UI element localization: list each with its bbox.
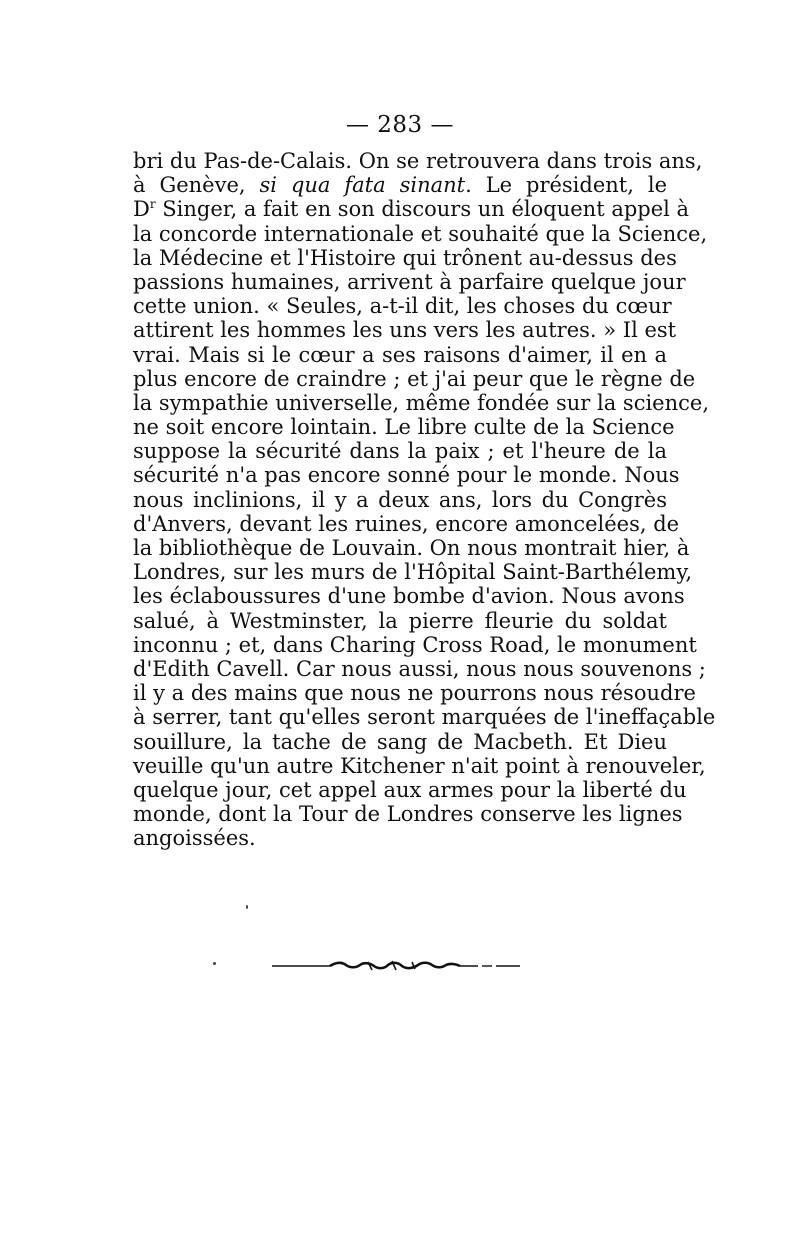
body-text: [133, 149, 716, 851]
text-line: Londres, sur les murs de l'Hôpital Saint-Barthélemy,: [133, 560, 693, 585]
text-line: $D^r$ Singer, a fait en son discours un éloquent appel à: [133, 197, 690, 222]
text-line: à Genève, si qua fata sinant. Le président, le: [133, 173, 667, 198]
text-line: salué, à Westminster, la pierre fleurie du soldat: [133, 608, 667, 633]
text-line: sécurité n'a pas encore sonné pour le monde. Nous: [133, 463, 680, 488]
text-line: plus encore de craindre ; et j'ai peur que le règne de: [133, 366, 696, 391]
text-line: quelque jour, cet appel aux armes pour la liberté du: [133, 777, 687, 802]
text-line: d'Anvers, devant les ruines, encore amoncelées, de: [133, 511, 680, 536]
text-line: monde, dont la Tour de Londres conserve les lignes: [133, 802, 683, 827]
text-line: la sympathie universelle, même fondée sur la science,: [133, 390, 709, 415]
text-line: ne soit encore lointain. Le libre culte de la Science: [133, 415, 675, 440]
text-line: la Médecine et l'Histoire qui trônent au-dessus des: [133, 245, 677, 270]
text-line: la concorde internationale et souhaité que la Science,: [133, 221, 708, 246]
text-line: à serrer, tant qu'elles seront marquées de l'ineffaçable: [133, 705, 716, 730]
text-line-last: angoissées.: [133, 826, 256, 851]
text-line: la bibliothèque de Louvain. On nous montrait hier, à: [133, 536, 690, 560]
text-line: attirent les hommes les uns vers les autres. » Il est: [133, 318, 677, 343]
text-line: il y a des mains que nous ne pourrons nous résoudre: [133, 681, 696, 706]
text-line: bri du Pas-de-Calais. On se retrouvera dans trois ans,: [133, 149, 703, 173]
text-line: cette union. « Seules, a-t-il dit, les choses du cœur: [133, 294, 672, 319]
superscript: r: [149, 197, 156, 212]
tailpiece-ornament: [272, 956, 520, 976]
ink-speck: [213, 962, 216, 965]
text-line: souillure, la tache de sang de Macbeth. Et Dieu: [133, 729, 667, 754]
text-line: passions humaines, arrivent à parfaire quelque jour: [133, 269, 686, 294]
text-line: d'Edith Cavell. Car nous aussi, nous nous souvenons ;: [133, 656, 706, 681]
text-line: nous inclinions, il y a deux ans, lors du Congrès: [133, 487, 667, 512]
text-line: veuille qu'un autre Kitchener n'ait point à renouveler,: [133, 753, 706, 778]
text-line: vrai. Mais si le cœur a ses raisons d'aimer, il en a: [133, 342, 667, 367]
text-line: inconnu ; et, dans Charing Cross Road, le monument: [133, 632, 697, 657]
latin-quote: si qua fata sinant: [259, 173, 466, 198]
text-line: suppose la sécurité dans la paix ; et l'heure de la: [133, 439, 667, 464]
ink-speck: [246, 905, 248, 909]
page-number: — 283 —: [345, 112, 455, 138]
text-line: les éclaboussures d'une bombe d'avion. Nous avons: [133, 584, 685, 609]
